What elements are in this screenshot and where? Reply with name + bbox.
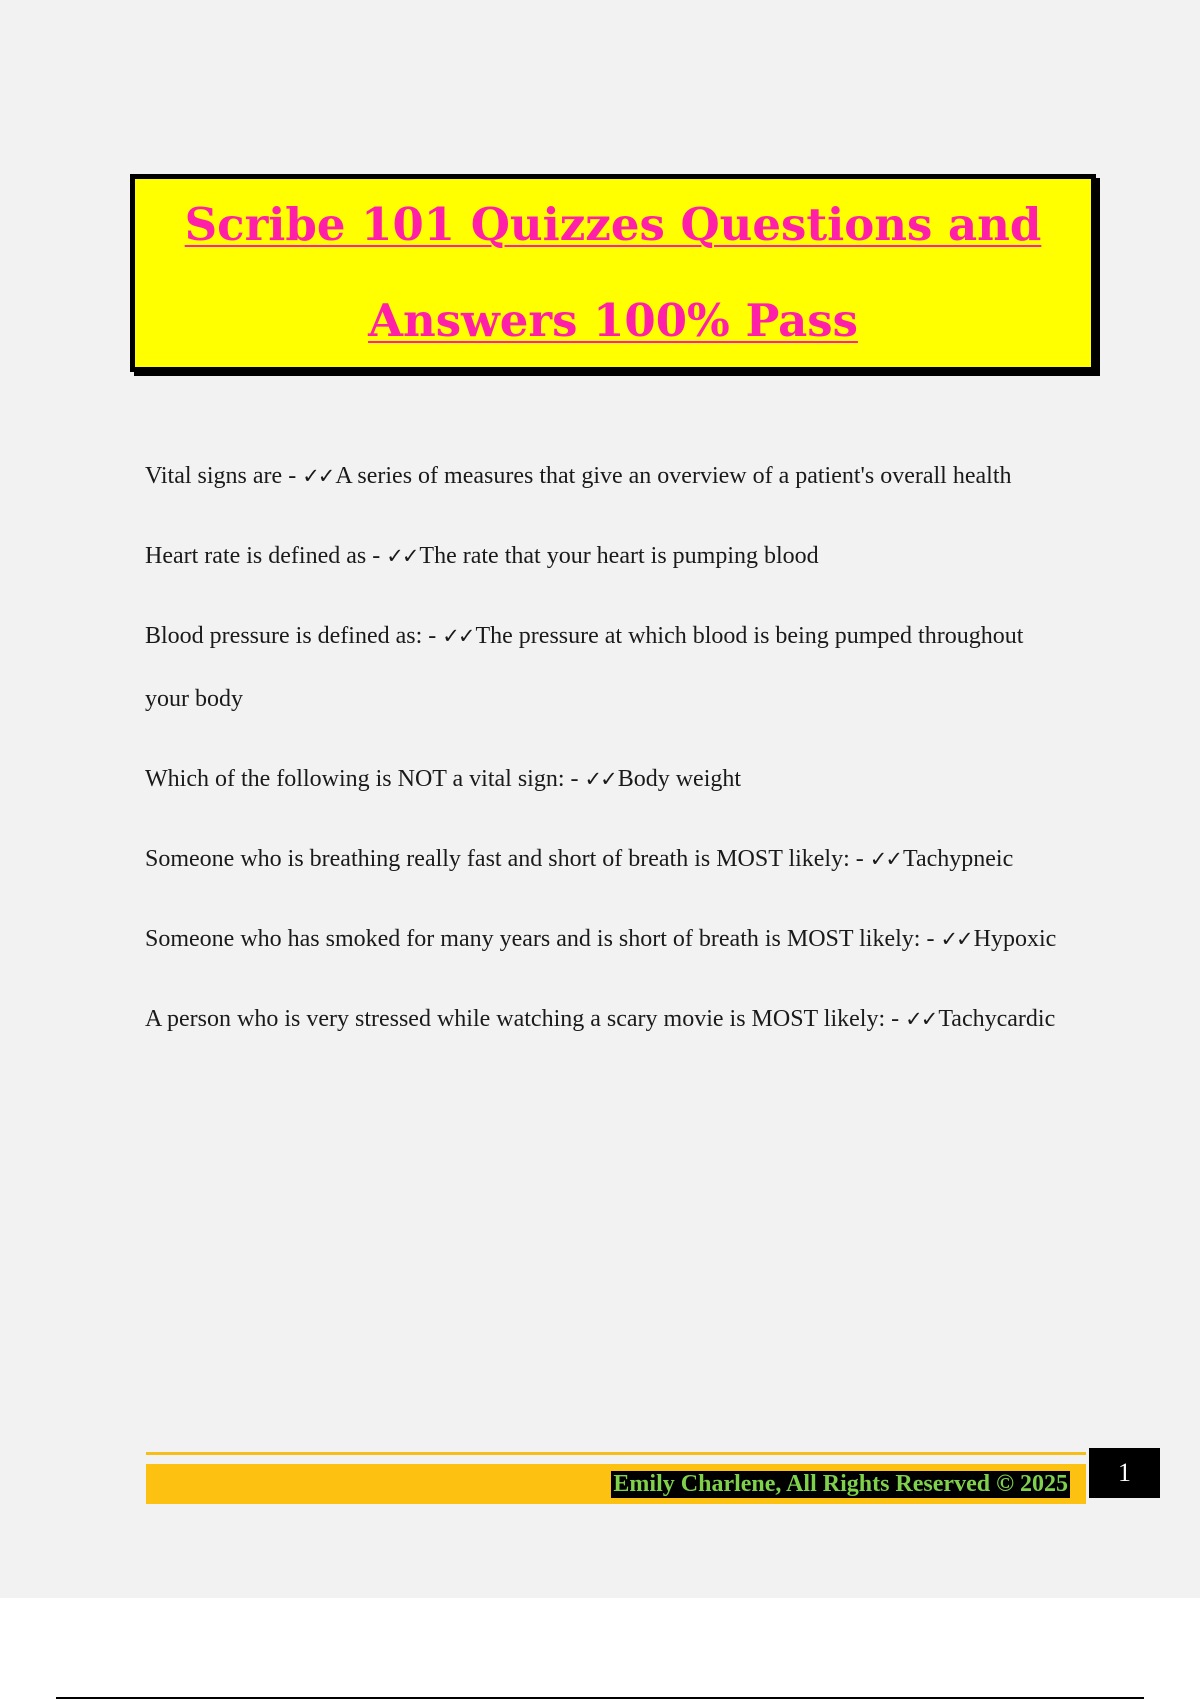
answer-text: Body weight (617, 766, 742, 792)
double-check-icon: ✓✓ (386, 544, 418, 568)
qa-item (145, 988, 1065, 1051)
qa-item (145, 445, 1065, 508)
question-text: Which of the following is NOT a vital sign: - (145, 766, 585, 792)
footer-divider (146, 1452, 1086, 1455)
qa-item (145, 828, 1065, 891)
question-text: Vital signs are - (145, 463, 303, 489)
answer-text: A series of measures that give an overview of a patient's overall health (335, 463, 1012, 489)
qa-item (145, 748, 1065, 811)
question-text: Someone who is breathing really fast and short of breath is MOST likely: - (145, 846, 870, 872)
answer-text: The rate that your heart is pumping blood (419, 543, 819, 569)
double-check-icon: ✓✓ (302, 464, 334, 488)
answer-text: Tachycardic (938, 1006, 1056, 1032)
qa-list (145, 445, 1065, 1068)
qa-item (145, 605, 1065, 731)
double-check-icon: ✓✓ (584, 767, 616, 791)
double-check-icon: ✓✓ (869, 847, 901, 871)
qa-item (145, 908, 1065, 971)
footer-bar (146, 1452, 1086, 1505)
question-text: A person who is very stressed while watching a scary movie is MOST likely: - (145, 1006, 906, 1032)
double-check-icon: ✓✓ (442, 624, 474, 648)
question-text: Someone who has smoked for many years and is short of breath is MOST likely: - (145, 926, 941, 952)
question-text: Blood pressure is defined as: - (145, 623, 443, 649)
page-number: 1 (1089, 1448, 1160, 1498)
qa-item (145, 525, 1065, 588)
page-bottom-divider (56, 1697, 1144, 1699)
double-check-icon: ✓✓ (940, 927, 972, 951)
answer-text: Tachypneic (902, 846, 1014, 872)
document-title-line-1: Scribe 101 Quizzes Questions and (184, 198, 1042, 251)
document-title-line-2: Answers 100% Pass (368, 294, 858, 347)
double-check-icon: ✓✓ (905, 1007, 937, 1031)
title-banner (130, 174, 1096, 372)
footer-copyright: Emily Charlene, All Rights Reserved © 2025 (613, 1471, 1068, 1497)
question-text: Heart rate is defined as - (145, 543, 387, 569)
answer-text: Hypoxic (973, 926, 1057, 952)
answer-text: The pressure at which blood is being pumped throughout your body (145, 623, 1024, 712)
